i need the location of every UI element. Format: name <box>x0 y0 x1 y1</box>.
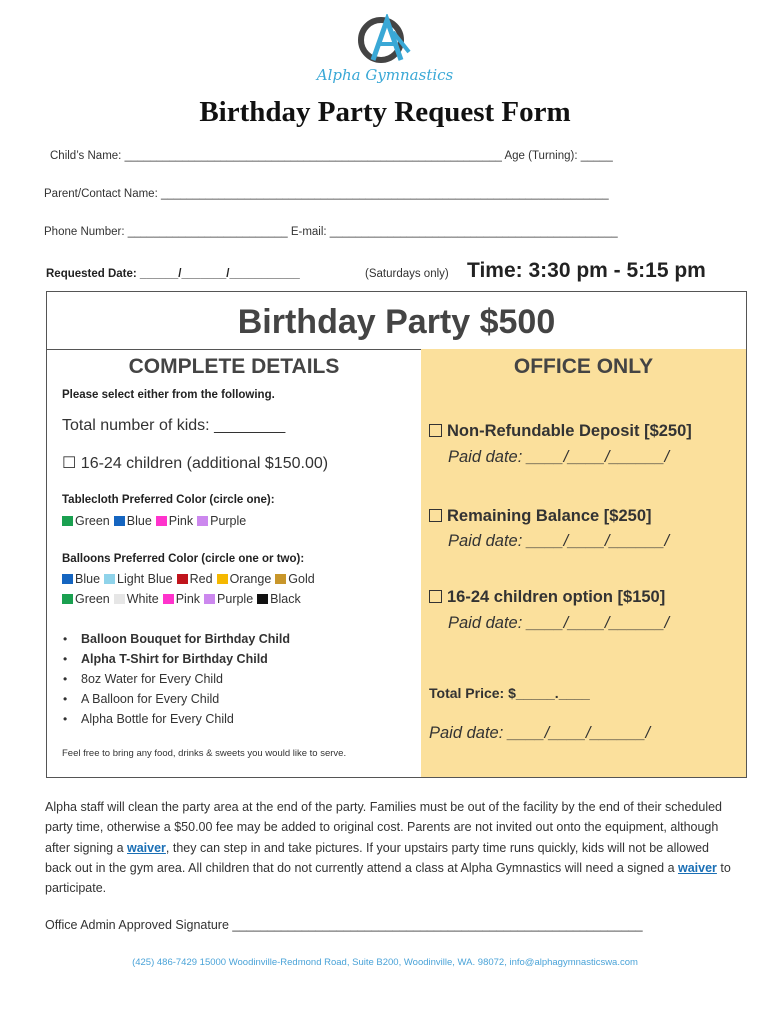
balance-checkbox[interactable] <box>429 507 652 526</box>
color-swatch-icon <box>104 574 115 584</box>
color-swatch-icon <box>177 574 188 584</box>
color-swatch-icon <box>275 574 286 584</box>
form-title: Birthday Party Request Form <box>199 96 571 128</box>
balloon-color-option[interactable] <box>204 592 253 606</box>
total-price-field[interactable]: Total Price: $_____.____ <box>429 685 590 701</box>
final-paid-date[interactable]: Paid date: ____/____/______/ <box>429 724 651 742</box>
option-16-24-checkbox[interactable]: ☐ 16-24 children (additional $150.00) <box>62 455 329 472</box>
bullet-icon: • <box>63 632 68 646</box>
checkbox-icon[interactable] <box>429 590 442 603</box>
children-option-paid-date[interactable]: Paid date: ____/____/______/ <box>448 614 670 632</box>
balloon-color-label: Gold <box>288 572 315 586</box>
list-item: • A Balloon for Every Child <box>63 689 290 709</box>
balloon-color-label: Green <box>75 592 110 606</box>
balloon-color-option[interactable] <box>177 572 213 586</box>
tablecloth-color-option[interactable] <box>197 514 246 528</box>
alpha-gymnastics-logo <box>355 14 419 66</box>
balloon-color-option[interactable] <box>217 572 272 586</box>
balloon-color-label: Light Blue <box>117 572 173 586</box>
policy-paragraph <box>45 797 735 898</box>
list-item: • 8oz Water for Every Child <box>63 669 290 689</box>
balloon-color-label: Pink <box>175 592 201 606</box>
policy-text-3: to participate. <box>45 860 731 896</box>
bullet-icon: • <box>63 652 68 666</box>
tablecloth-color-label: Pink <box>168 514 194 528</box>
list-item: • Alpha Bottle for Every Child <box>63 709 290 729</box>
balloon-color-option[interactable] <box>257 592 301 606</box>
tablecloth-label: Tablecloth Preferred Color (circle one): <box>62 494 275 506</box>
food-note: Feel free to bring any food, drinks & sweets you would like to serve. <box>62 748 347 759</box>
bullet-icon: • <box>63 692 68 706</box>
children-option-checkbox[interactable] <box>429 588 665 607</box>
tablecloth-color-label: Purple <box>210 514 247 528</box>
balloon-color-label: Black <box>270 592 301 606</box>
color-swatch-icon <box>204 594 215 604</box>
office-only-title: OFFICE ONLY <box>513 355 654 378</box>
waiver-link-1[interactable]: waiver <box>127 840 166 855</box>
color-swatch-icon <box>217 574 228 584</box>
color-swatch-icon <box>156 516 167 526</box>
tablecloth-color-label: Green <box>75 514 110 528</box>
office-only-column <box>421 349 746 777</box>
balloon-color-options-row2 <box>62 592 305 606</box>
tablecloth-color-option[interactable] <box>114 514 152 528</box>
bullet-icon: • <box>63 712 68 726</box>
balloons-label: Balloons Preferred Color (circle one or two): <box>62 553 305 565</box>
saturdays-note: (Saturdays only) <box>365 268 449 280</box>
balloon-color-option[interactable] <box>114 592 159 606</box>
included-items-list <box>63 629 290 729</box>
package-heading: Birthday Party $500 <box>47 292 746 350</box>
requested-date-field[interactable]: Requested Date: ______/_______/___________ <box>46 268 300 280</box>
policy-text-2: , they can step in and take pictures. If your upstairs party time runs quickly, kids will not be allowed back out in the gym area. All children that do not currently attend a class at Alpha Gymnastics will need a signed a <box>45 840 710 875</box>
list-item: • Balloon Bouquet for Birthday Child <box>63 629 290 649</box>
waiver-link-2[interactable]: waiver <box>678 860 717 875</box>
policy-text-1: Alpha staff will clean the party area at the end of the party. Families must be out of the facility by the end of their scheduled party time, otherwise a $50.00 fee may be added to original cost. Parents are not invited out onto the equipment, although after signing a <box>45 800 723 855</box>
deposit-label: Non-Refundable Deposit [$250] <box>447 422 692 440</box>
party-time: Time: 3:30 pm - 5:15 pm <box>467 259 706 282</box>
balloon-color-label: Purple <box>217 592 254 606</box>
children-option-label: 16-24 children option [$150] <box>447 588 666 606</box>
signature-field[interactable]: Office Admin Approved Signature ___________________________________________________________ <box>45 918 643 932</box>
balloon-color-label: Blue <box>75 572 101 586</box>
checkbox-icon[interactable] <box>429 424 442 437</box>
balloon-color-option[interactable] <box>104 572 173 586</box>
tablecloth-color-option[interactable] <box>156 514 193 528</box>
color-swatch-icon <box>114 516 125 526</box>
color-swatch-icon <box>197 516 208 526</box>
list-item: • Alpha T-Shirt for Birthday Child <box>63 649 290 669</box>
color-swatch-icon <box>62 594 73 604</box>
deposit-paid-date[interactable]: Paid date: ____/____/______/ <box>448 448 670 466</box>
phone-email-field[interactable]: Phone Number: _________________________ E-mail: _____________________________________________ <box>44 226 618 238</box>
tablecloth-color-options <box>62 514 250 528</box>
tablecloth-color-label: Blue <box>126 514 152 528</box>
color-swatch-icon <box>257 594 268 604</box>
tablecloth-color-option[interactable] <box>62 514 110 528</box>
parent-contact-field[interactable]: Parent/Contact Name: ______________________________________________________________________ <box>44 188 609 200</box>
balloon-color-option[interactable] <box>275 572 314 586</box>
balloon-color-label: Red <box>189 572 213 586</box>
balance-label: Remaining Balance [$250] <box>447 507 652 525</box>
balloon-color-label: Orange <box>229 572 272 586</box>
balloon-color-option[interactable] <box>62 592 110 606</box>
complete-details-column <box>47 349 422 777</box>
balloon-color-label: White <box>126 592 159 606</box>
deposit-checkbox[interactable] <box>429 422 692 441</box>
party-details-box <box>46 291 747 778</box>
balloon-color-options-row1 <box>62 572 319 586</box>
footer-contact: (425) 486-7429 15000 Woodinville-Redmond Road, Suite B200, Woodinville, WA. 98072, info@alphagymnasticswa.com <box>132 957 638 968</box>
instruction-text: Please select either from the following. <box>62 389 275 401</box>
brand-name: Alpha Gymnastics <box>316 66 454 84</box>
complete-details-title: COMPLETE DETAILS <box>128 355 340 378</box>
balance-paid-date[interactable]: Paid date: ____/____/______/ <box>448 532 670 550</box>
child-name-field[interactable]: Child’s Name: ___________________________________________________________ Age (Turning): _____ <box>50 150 613 162</box>
checkbox-icon[interactable] <box>429 509 442 522</box>
balloon-color-option[interactable] <box>62 572 100 586</box>
color-swatch-icon <box>62 516 73 526</box>
balloon-color-option[interactable] <box>163 592 200 606</box>
color-swatch-icon <box>163 594 174 604</box>
bullet-icon: • <box>63 672 68 686</box>
color-swatch-icon <box>62 574 73 584</box>
total-kids-field[interactable]: Total number of kids: ________ <box>62 417 286 434</box>
color-swatch-icon <box>114 594 125 604</box>
